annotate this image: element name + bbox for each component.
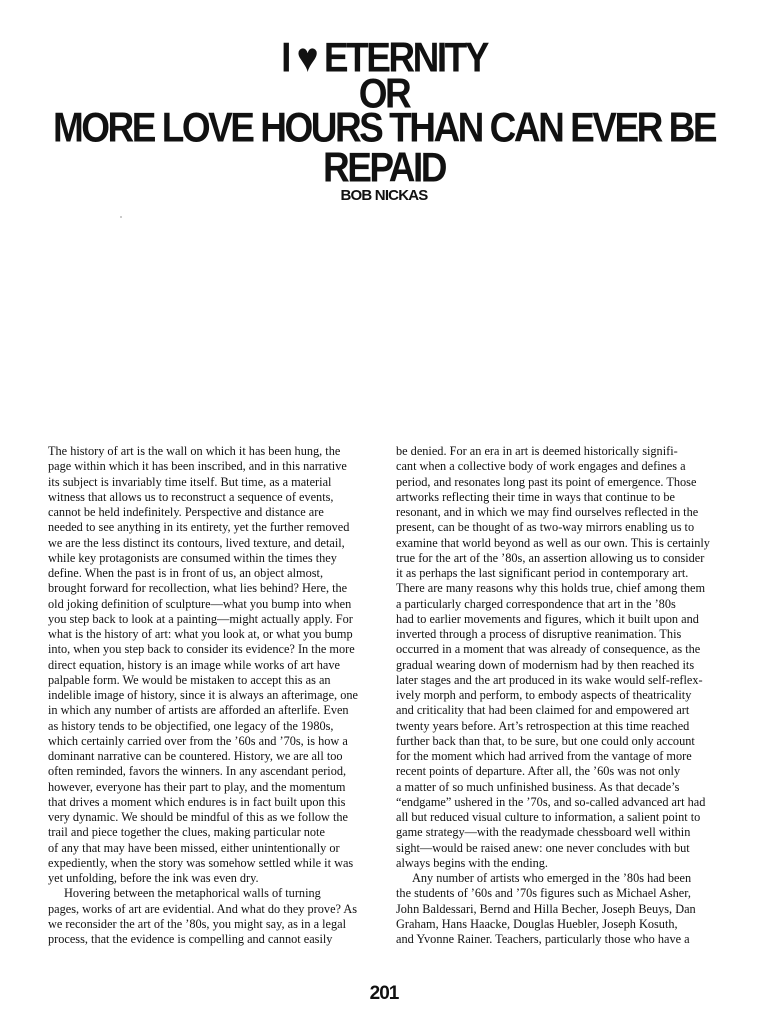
text-line: old joking definition of sculpture—what you bump into when	[48, 596, 352, 611]
text-line: process, that the evidence is compelling and cannot easily	[48, 932, 333, 946]
text-line: occurred in a moment that was already of consequence, as the	[396, 642, 701, 657]
text-line: yet unfolding, before the ink was even dry.	[48, 871, 259, 885]
text-line: a particularly charged correspondence that art in the ’80s	[396, 596, 676, 611]
text-line: direct equation, history is an image while works of art have	[48, 657, 340, 672]
title-word-i: I	[281, 34, 289, 81]
text-line: page within which it has been inscribed, and in this narrative	[48, 459, 347, 474]
text-line: into, when you step back to consider its evidence? In the more	[48, 642, 355, 657]
text-line: John Baldessari, Bernd and Hilla Becher, Joseph Beuys, Dan	[396, 901, 696, 916]
text-line: and criticality that had been claimed for and empowered art	[396, 703, 690, 718]
text-line: as history tends to be objectified, one legacy of the 1980s,	[48, 718, 334, 733]
text-line: had to earlier movements and figures, which it built upon and	[396, 611, 699, 626]
text-line: sight—would be raised anew: one never concludes with but	[396, 840, 690, 855]
text-line: however, everyone has their part to play, and the momentum	[48, 779, 346, 794]
text-line: ively morph and perform, to embody aspects of theatricality	[396, 688, 692, 702]
text-line: expediently, when the story was somehow settled while it was	[48, 855, 354, 870]
text-line: twenty years before. Art’s retrospection at this time reached	[396, 718, 690, 733]
text-line: cant when a collective body of work engages and defines a	[396, 459, 686, 474]
text-line: you step back to look at a painting—might actually apply. For	[48, 611, 353, 626]
text-line: dominant narrative can be countered. History, we are all too	[48, 749, 343, 763]
text-line: resonant, and in which we may find ourselves reflected in the	[396, 505, 699, 519]
text-line: that drives a moment which endures is in fact built upon this	[48, 794, 346, 809]
page-number: 201	[369, 983, 399, 1004]
text-line: palpable form. We would be mistaken to accept this as an	[48, 672, 331, 687]
text-line: it as perhaps the last significant period in contemporary art.	[396, 566, 689, 580]
text-line: which certainly carried over from the ’60s and ’70s, is how a	[48, 733, 348, 748]
text-line: Graham, Hans Haacke, Douglas Huebler, Joseph Kosuth,	[396, 916, 678, 931]
text-line: present, can be thought of as two-way mirrors enabling us to	[396, 520, 695, 535]
text-line: while key protagonists are consumed within the times they	[48, 550, 337, 565]
text-column-left	[48, 444, 378, 947]
text-line: later stages and the art produced in its wake would self-reflex-	[396, 672, 703, 687]
text-line: for the moment which had arrived from the vantage of more	[396, 749, 692, 763]
article-title	[0, 34, 768, 204]
text-line: often reminded, favors the winners. In any ascendant period,	[48, 764, 347, 779]
text-line: trail and piece together the clues, making particular note	[48, 825, 325, 840]
text-line: of any that may have been missed, either unintentionally or	[48, 840, 340, 855]
text-line: further back than that, to be sure, but one could only account	[396, 733, 695, 748]
print-speck	[120, 216, 122, 218]
text-line: period, and resonates long past its point of emergence. Those	[396, 474, 697, 489]
text-line: There are many reasons why this holds true, chief among them	[396, 581, 706, 596]
text-line: the students of ’60s and ’70s figures such as Michael Asher,	[396, 886, 691, 901]
text-line: all but reduced visual culture to information, a salient point to	[396, 810, 701, 824]
text-line: a matter of so much unfinished business. As that decade’s	[396, 779, 680, 794]
text-column-right	[396, 444, 741, 947]
text-line: cannot be held indefinitely. Perspective and distance are	[48, 505, 324, 519]
text-line: pages, works of art are evidential. And what do they prove? As	[48, 901, 358, 916]
text-line: artworks reflecting their time in ways that continue to be	[396, 489, 675, 504]
text-line: and Yvonne Rainer. Teachers, particularly those who have a	[396, 932, 690, 946]
text-line: true for the art of the ’80s, an assertion allowing us to consider	[396, 550, 705, 565]
text-line: brought forward for recollection, what lies behind? Here, the	[48, 581, 348, 596]
text-line: what is the history of art: what you look at, or what you bump	[48, 627, 353, 641]
text-line: in which any number of artists are afforded an afterlife. Even	[48, 703, 349, 718]
text-line: its subject is invariably time itself. But time, as a material	[48, 474, 332, 489]
text-line: The history of art is the wall on which it has been hung, the	[48, 444, 341, 458]
text-line: we reconsider the art of the ’80s, you might say, as in a legal	[48, 916, 346, 931]
author-byline: BOB NICKAS	[340, 187, 428, 204]
heart-icon: ♥	[296, 34, 317, 81]
title-line-2: OR	[358, 70, 410, 117]
text-line: we are the less distinct its contours, lived texture, and detail,	[48, 535, 345, 550]
text-line: “endgame” ushered in the ’70s, and so-called advanced art had	[396, 794, 706, 809]
text-line: examine that world beyond as well as our own. This is certainly	[396, 535, 710, 550]
text-line: indelible image of history, since it is always an afterimage, one	[48, 688, 358, 702]
text-line: very dynamic. We should be mindful of this as we follow the	[48, 810, 349, 824]
text-line: be denied. For an era in art is deemed historically signifi-	[396, 444, 678, 458]
title-word-eternity: ETERNITY	[323, 34, 487, 81]
text-line: define. When the past is in front of us, an object almost,	[48, 566, 324, 580]
text-line: witness that allows us to reconstruct a sequence of events,	[48, 489, 334, 504]
text-line: recent points of departure. After all, the ’60s was not only	[396, 764, 681, 779]
text-line: inverted through a process of disruptive reanimation. This	[396, 627, 682, 641]
text-line: needed to see anything in its entirety, yet the further removed	[48, 520, 350, 535]
text-line: gradual wearing down of modernism had by then reached its	[396, 657, 695, 672]
text-line: Any number of artists who emerged in the ’80s had been	[412, 871, 692, 885]
title-line-3: MORE LOVE HOURS THAN CAN EVER BE REPAID	[52, 104, 716, 191]
text-line: game strategy—with the readymade chessboard well within	[396, 825, 691, 840]
text-line: Hovering between the metaphorical walls of turning	[64, 886, 321, 901]
text-line: always begins with the ending.	[396, 855, 548, 870]
